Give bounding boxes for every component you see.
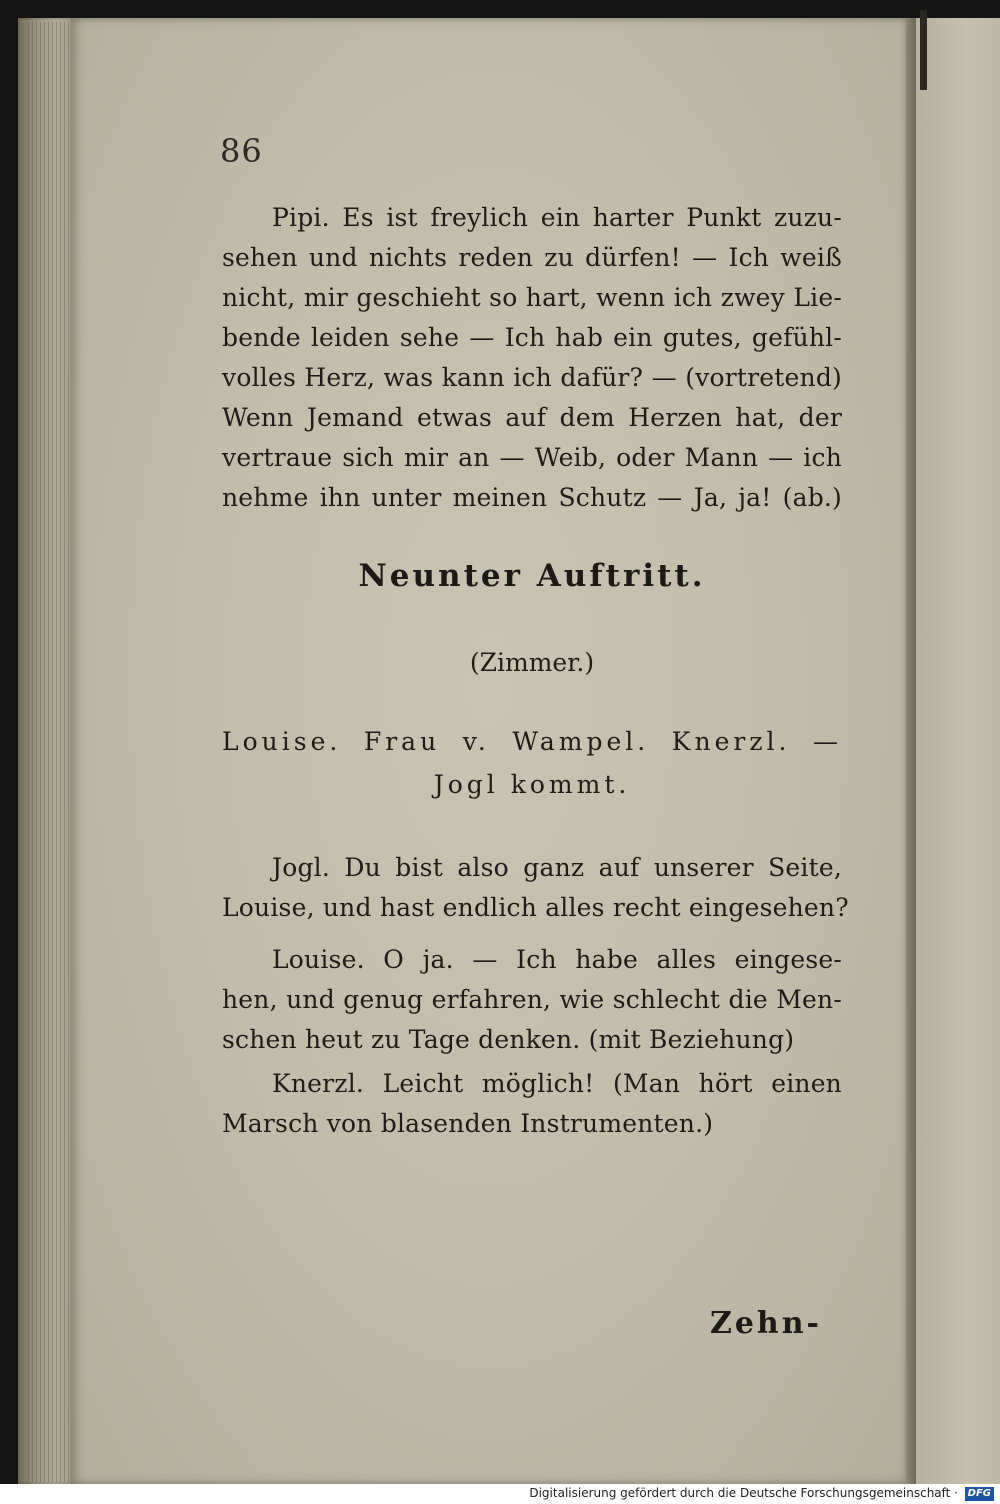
text-line: bende leiden sehe — Ich hab ein gutes, gefühl- [222,323,842,352]
catchword: Zehn- [709,1306,822,1341]
paragraph-louise [222,940,842,1060]
text-line: Jogl. Du bist also ganz auf unserer Seite, [272,853,842,882]
text-line: nehme ihn unter meinen Schutz — Ja, ja! (ab.) [222,483,842,512]
scene-heading: Neunter Auftritt. [358,558,706,594]
paragraph-knerzl [222,1064,842,1144]
facing-page-edge [916,18,1000,1484]
paragraph-pipi [222,198,842,518]
paragraph-jogl [222,848,849,928]
text-line: Knerzl. Leicht möglich! (Man hört einen [272,1069,842,1098]
page-number: 86 [220,132,263,170]
text-line: nicht, mir geschieht so hart, wenn ich zwey Lie- [222,283,842,312]
funding-notice: Digitalisierung gefördert durch die Deutsche Forschungsgemeinschaft · [529,1486,958,1500]
character-list-line: Jogl kommt. [433,770,631,799]
page-edge-lines [28,22,72,1482]
book-gutter [906,18,916,1484]
text-line: Marsch von blasenden Instrumenten.) [222,1109,714,1138]
text-line: hen, und genug erfahren, wie schlecht die Men- [222,985,842,1014]
text-line: Wenn Jemand etwas auf dem Herzen hat, der [222,403,842,432]
stage-direction: (Zimmer.) [469,648,595,677]
text-line: Louise, und hast endlich alles recht eingesehen? [222,893,849,922]
text-line: schen heut zu Tage denken. (mit Beziehung) [222,1025,795,1054]
text-line: volles Herz, was kann ich dafür? — (vortretend) [222,363,842,392]
facing-page-shadow [920,10,927,90]
footer-bar [0,1484,1000,1504]
text-line: Louise. O ja. — Ich habe alles eingese- [272,945,842,974]
text-line: sehen und nichts reden zu dürfen! — Ich weiß [222,243,842,272]
character-list [222,722,842,762]
character-list-line: Louise. Frau v. Wampel. Knerzl. — [222,727,842,756]
dfg-logo: DFG [965,1487,994,1501]
text-line: vertraue sich mir an — Weib, oder Mann — ich [222,443,842,472]
text-line: Pipi. Es ist freylich ein harter Punkt zuzu- [272,203,842,232]
